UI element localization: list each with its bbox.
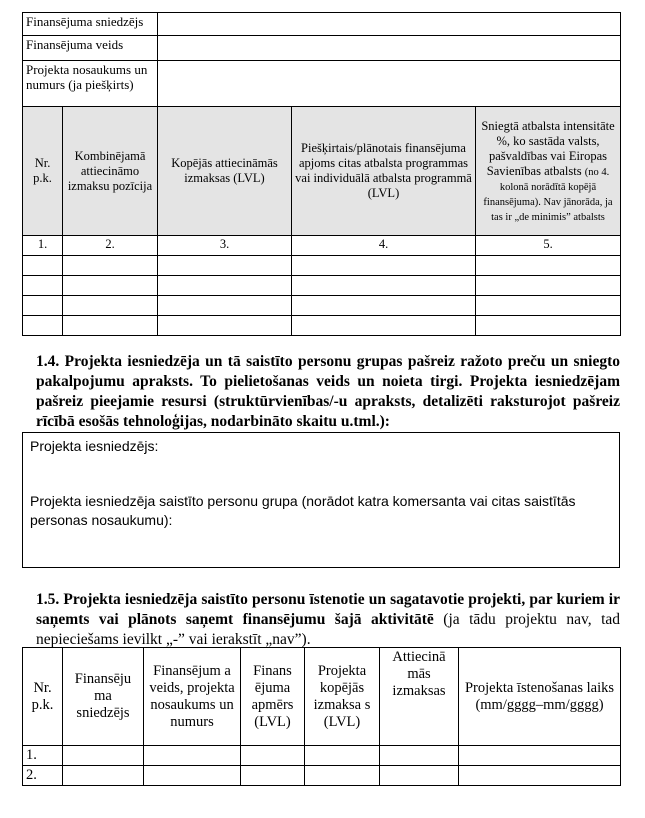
cell[interactable]	[380, 746, 459, 766]
col-header-note: (no 4. kolonā norādītā kopējā finansējuma). Nav jānorāda, ja tas ir „de minimis” atbalsts	[483, 166, 613, 223]
cell[interactable]	[23, 316, 63, 336]
cell[interactable]	[476, 316, 621, 336]
col-header: Nr. p.k.	[23, 107, 63, 236]
cell[interactable]	[23, 276, 63, 296]
cell[interactable]	[292, 296, 476, 316]
section-1-4-heading	[36, 352, 620, 432]
projects-table	[22, 647, 621, 786]
col-number: 3.	[158, 236, 292, 256]
funding-table	[22, 12, 621, 336]
cell[interactable]	[144, 766, 241, 786]
section-1-5-note: (ja tādu projektu nav, tad nepieciešams ievilkt „-” vai ierakstīt „nav”).	[36, 611, 621, 648]
cell[interactable]	[459, 766, 621, 786]
col-number: 1.	[23, 236, 63, 256]
cell[interactable]	[158, 316, 292, 336]
cell[interactable]	[476, 276, 621, 296]
cell[interactable]	[63, 746, 144, 766]
cell[interactable]	[305, 766, 380, 786]
cell[interactable]	[241, 766, 305, 786]
col-header: Kombinējamā attiecināmo izmaksu pozīcija	[63, 107, 158, 236]
table-row	[23, 296, 621, 316]
cell[interactable]	[158, 296, 292, 316]
cell[interactable]	[292, 256, 476, 276]
row-number: 2.	[23, 766, 63, 786]
cell[interactable]	[158, 276, 292, 296]
section-1-5-bold: 1.5. Projekta iesniedzēja saistīto personu īstenotie un sagatavotie projekti, par kuriem ir saņemts vai plānots saņemt finansējumu šajā aktivitātē	[36, 591, 620, 628]
cell[interactable]	[23, 256, 63, 276]
input-funding-type[interactable]	[158, 36, 621, 61]
cell[interactable]	[158, 256, 292, 276]
table-row	[23, 746, 621, 766]
section-1-4-text: 1.4. Projekta iesniedzēja un tā saistīto personu grupas pašreiz ražoto preču un sniegto pakalpojumu apraksts. To pielietošanas veids un noieta tirgi. Projekta iesniedzējam pašreiz pieejamie resursi (struktūrvienības/-u apraksts, detalizēti raksturojot pašreiz rīcībā esošās tehnoloģijas, nodarbināto skaitu u.tml.):	[36, 353, 620, 430]
col-number: 2.	[63, 236, 158, 256]
col-number: 5.	[476, 236, 621, 256]
input-funder[interactable]	[158, 13, 621, 36]
cell[interactable]	[305, 746, 380, 766]
cell[interactable]	[241, 746, 305, 766]
cell[interactable]	[459, 746, 621, 766]
cell[interactable]	[292, 316, 476, 336]
col-header: Finansējum a veids, projekta nosaukums un numurs	[144, 648, 241, 746]
col-header: Finansēju ma sniedzējs	[63, 648, 144, 746]
col-header-text: Sniegtā atbalsta intensitāte %, ko sastāda valsts, pašvaldības vai Eiropas Savienības atbalsts	[481, 118, 615, 178]
row-number: 1.	[23, 746, 63, 766]
cell[interactable]	[63, 296, 158, 316]
cell[interactable]	[63, 316, 158, 336]
section-1-5-heading	[36, 590, 620, 650]
field-related-persons: Projekta iesniedzēja saistīto personu grupa (norādot katra komersanta vai citas saistītās personas nosaukumu):	[30, 493, 576, 528]
cell[interactable]	[292, 276, 476, 296]
col-header: Kopējās attiecināmās izmaksas (LVL)	[158, 107, 292, 236]
cell[interactable]	[380, 766, 459, 786]
table-row	[23, 276, 621, 296]
label-project-name: Projekta nosaukums un numurs (ja piešķirts)	[23, 61, 158, 107]
col-header: Finans ējuma apmērs (LVL)	[241, 648, 305, 746]
table-row	[23, 256, 621, 276]
cell[interactable]	[23, 296, 63, 316]
label-funder: Finansējuma sniedzējs	[23, 13, 158, 36]
field-applicant: Projekta iesniedzējs:	[30, 438, 159, 454]
table-row	[23, 766, 621, 786]
col-number: 4.	[292, 236, 476, 256]
col-header: Piešķirtais/plānotais finansējuma apjoms citas atbalsta programmas vai individuālā atbalsta programmā (LVL)	[292, 107, 476, 236]
cell[interactable]	[476, 256, 621, 276]
cell[interactable]	[476, 296, 621, 316]
cell[interactable]	[63, 766, 144, 786]
col-header: Attiecinā mās izmaksas	[380, 648, 459, 746]
col-header: Projekta kopējās izmaksa s (LVL)	[305, 648, 380, 746]
col-header	[476, 107, 621, 236]
cell[interactable]	[63, 256, 158, 276]
col-header: Nr. p.k.	[23, 648, 63, 746]
label-funding-type: Finansējuma veids	[23, 36, 158, 61]
cell[interactable]	[144, 746, 241, 766]
col-header: Projekta īstenošanas laiks (mm/gggg–mm/gggg)	[459, 648, 621, 746]
cell[interactable]	[63, 276, 158, 296]
section-1-4-box[interactable]	[22, 432, 620, 568]
table-row	[23, 316, 621, 336]
input-project-name[interactable]	[158, 61, 621, 107]
